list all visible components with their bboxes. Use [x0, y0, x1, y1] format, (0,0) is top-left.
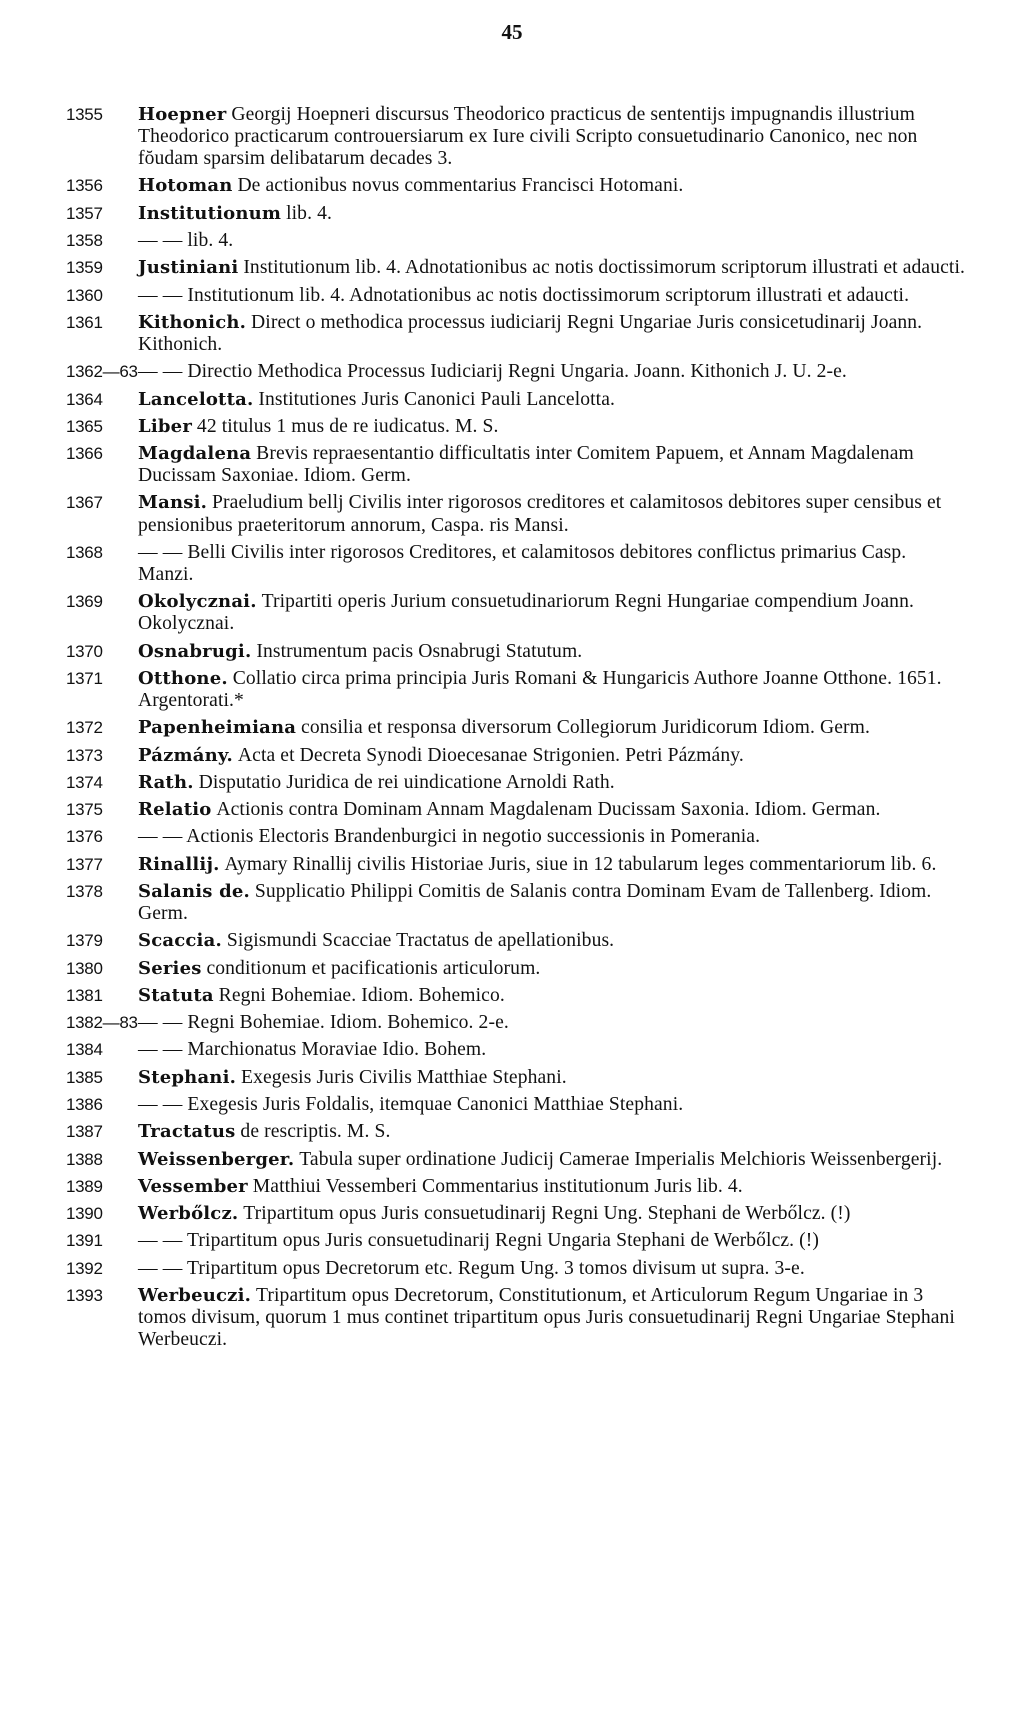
entry-text: Sigismundi Scacciae Tractatus de apellationibus.: [226, 930, 615, 952]
catalogue-entry: [66, 854, 966, 876]
page-number: 45: [501, 20, 523, 44]
catalogue-entry: [66, 1067, 966, 1089]
entry-text: — — Belli Civilis inter rigorosos Creditores, et calamitosos debitores conflictus primarius Casp. Manzi.: [138, 541, 907, 585]
catalogue-entry: [66, 1039, 966, 1061]
entry-text: — — Regni Bohemiae. Idiom. Bohemico. 2-e.: [138, 1012, 509, 1034]
catalogue-entry: [66, 104, 966, 170]
entry-number: 1391: [66, 1231, 103, 1251]
entry-heading: Scaccia.: [138, 930, 222, 952]
entry-number: 1366: [66, 444, 103, 464]
catalogue-entry: [66, 1094, 966, 1116]
entry-number: 1380: [66, 958, 103, 978]
entry-number: 1371: [66, 668, 103, 688]
catalogue-entry: [66, 542, 966, 586]
catalogue-entry: [66, 958, 966, 980]
catalogue-entry: [66, 717, 966, 739]
entry-heading: Rath.: [138, 771, 194, 793]
entry-text: Praeludium bellj Civilis inter rigorosos creditores et calamitosos debitores super censibus et pensionibus praeteritorum annorum, Caspa. ris Mansi.: [138, 492, 942, 536]
entry-number: 1385: [66, 1067, 103, 1087]
entry-number: 1381: [66, 985, 103, 1005]
entry-text: de rescriptis. M. S.: [240, 1121, 391, 1143]
entry-number: 1378: [66, 881, 103, 901]
entry-text: Collatio circa prima principia Juris Romani & Hungaricis Authore Joanne Otthone. 1651. Argentorati.*: [138, 667, 942, 711]
entry-text: Institutiones Juris Canonici Pauli Lancelotta.: [258, 388, 616, 410]
entry-text: — — Institutionum lib. 4. Adnotationibus ac notis doctissimorum scriptorum illustrati et adaucti.: [138, 284, 910, 306]
entry-number: 1361: [66, 312, 103, 332]
entry-text: Actionis contra Dominam Annam Magdalenam Ducissam Saxonia. Idiom. German.: [216, 799, 881, 821]
entry-text: Tripartiti operis Jurium consuetudinariorum Regni Hungariae compendium Joann. Okolycznai.: [138, 591, 914, 635]
entry-number: 1390: [66, 1204, 103, 1224]
entry-number: 1374: [66, 772, 103, 792]
entry-heading: Series: [138, 957, 202, 979]
catalogue-entries: [66, 104, 966, 1356]
entry-number: 1377: [66, 854, 103, 874]
catalogue-entry: [66, 930, 966, 952]
entry-number: 1359: [66, 258, 103, 278]
entry-text: Institutionum lib. 4. Adnotationibus ac notis doctissimorum scriptorum illustrati et adaucti.: [243, 257, 965, 279]
entry-number: 1372: [66, 718, 103, 738]
entry-text: — — Actionis Electoris Brandenburgici in negotio successionis in Pomerania.: [138, 826, 761, 848]
entry-text: Matthiui Vessemberi Commentarius institutionum Juris lib. 4.: [252, 1175, 743, 1197]
entry-number: 1386: [66, 1095, 103, 1114]
entry-heading: Pázmány.: [138, 744, 233, 766]
entry-text: lib. 4.: [286, 202, 332, 224]
catalogue-entry: [66, 312, 966, 356]
entry-number: 1370: [66, 641, 103, 661]
entry-number: 1379: [66, 931, 103, 951]
entry-number: 1367: [66, 493, 103, 513]
entry-number: 1373: [66, 745, 103, 765]
entry-heading: Weissenberger.: [138, 1148, 295, 1170]
entry-heading: Papenheimiana: [138, 717, 297, 739]
catalogue-entry: [66, 985, 966, 1007]
entry-heading: Tractatus: [138, 1121, 236, 1143]
entry-heading: Rinallij.: [138, 853, 220, 875]
catalogue-entry: [66, 1230, 966, 1252]
catalogue-entry: [66, 361, 966, 383]
catalogue-entry: [66, 203, 966, 225]
entry-text: Supplicatio Philippi Comitis de Salanis contra Dominam Evam de Tallenberg. Idiom. Germ.: [138, 880, 932, 925]
entry-text: Tripartitum opus Decretorum, Constitutionum, et Articulorum Regum Ungariae in 3 tomos divisum, quorum 1 mus continet tripartitum opus Juris consuetudinarij Regni Ungariae Stephani Werbeuczi.: [138, 1284, 955, 1351]
catalogue-entry: [66, 1258, 966, 1280]
catalogue-entry: [66, 230, 966, 252]
entry-heading: Werbőlcz.: [138, 1203, 239, 1225]
entry-heading: Magdalena: [138, 443, 252, 465]
entry-heading: Relatio: [138, 799, 212, 821]
entry-number: 1364: [66, 389, 103, 409]
entry-heading: Mansi.: [138, 492, 208, 514]
catalogue-entry: [66, 1285, 966, 1351]
catalogue-entry: [66, 1176, 966, 1198]
catalogue-entry: [66, 745, 966, 767]
entry-text: Tripartitum opus Juris consuetudinarij Regni Ung. Stephani de Werbőlcz. (!): [243, 1203, 851, 1225]
entry-heading: Institutionum: [138, 202, 282, 224]
entry-heading: Statuta: [138, 984, 214, 1006]
catalogue-entry: [66, 826, 966, 848]
entry-heading: Vessember: [138, 1175, 248, 1197]
entry-heading: Okolycznai.: [138, 591, 257, 613]
entry-text: Brevis repraesentantio difficultatis inter Comitem Papuem, et Annam Magdalenam Ducissam Saxoniae. Idiom. Germ.: [138, 443, 914, 487]
catalogue-entry: [66, 799, 966, 821]
entry-text: — — lib. 4.: [138, 230, 234, 252]
catalogue-entry: [66, 416, 966, 438]
entry-heading: Kithonich.: [138, 311, 247, 333]
catalogue-entry: [66, 285, 966, 307]
catalogue-entry: [66, 772, 966, 794]
catalogue-entry: [66, 1149, 966, 1171]
entry-heading: Hotoman: [138, 175, 233, 197]
entry-heading: Hoepner: [138, 104, 227, 125]
entry-number: 1362—63: [66, 362, 138, 382]
entry-number: 1393: [66, 1285, 103, 1305]
entry-heading: Salanis de.: [138, 880, 250, 902]
catalogue-entry: [66, 492, 966, 536]
entry-number: 1358: [66, 231, 103, 251]
entry-heading: Liber: [138, 415, 193, 437]
catalogue-entry: [66, 881, 966, 925]
entry-heading: Osnabrugi.: [138, 640, 252, 662]
entry-text: Direct o methodica processus iudiciarij Regni Ungariae Juris consicetudinarij Joann. Kithonich.: [138, 311, 923, 355]
entry-text: Aymary Rinallij civilis Historiae Juris, siue in 12 tabularum leges commentariorum lib. 6.: [224, 853, 937, 875]
entry-text: consilia et responsa diversorum Collegiorum Juridicorum Idiom. Germ.: [301, 717, 870, 739]
entry-text: conditionum et pacificationis articulorum.: [206, 957, 541, 979]
entry-text: — — Tripartitum opus Juris consuetudinarij Regni Ungaria Stephani de Werbőlcz. (!): [138, 1230, 820, 1252]
entry-text: De actionibus novus commentarius Francisci Hotomani.: [237, 175, 684, 197]
catalogue-entry: [66, 1203, 966, 1225]
entry-heading: Werbeuczi.: [138, 1284, 252, 1306]
catalogue-entry: [66, 443, 966, 487]
entry-heading: Otthone.: [138, 667, 228, 689]
entry-number: 1376: [66, 827, 103, 847]
catalogue-entry: [66, 175, 966, 197]
entry-number: 1389: [66, 1176, 103, 1196]
entry-text: Georgij Hoepneri discursus Theodorico practicus de sententijs impugnandis illustrium Theodorico practicarum controuersiarum ex Iure civili Scripto consuetudinario Canonico, nec non fŏudam sparsim delibatarum decades 3.: [138, 104, 918, 170]
entry-number: 1360: [66, 285, 103, 305]
entry-text: — — Marchionatus Moraviae Idio. Bohem.: [138, 1039, 487, 1061]
entry-text: Instrumentum pacis Osnabrugi Statutum.: [256, 640, 583, 662]
entry-heading: Justiniani: [138, 257, 239, 279]
catalogue-entry: [66, 389, 966, 411]
entry-number: 1356: [66, 176, 103, 196]
catalogue-entry: [66, 1121, 966, 1143]
catalogue-entry: [66, 668, 966, 712]
entry-number: 1387: [66, 1122, 103, 1142]
entry-number: 1365: [66, 416, 103, 436]
entry-heading: Lancelotta.: [138, 388, 254, 410]
entry-text: Acta et Decreta Synodi Dioecesanae Strigonien. Petri Pázmány.: [237, 744, 744, 766]
catalogue-entry: [66, 1012, 966, 1034]
entry-text: Regni Bohemiae. Idiom. Bohemico.: [218, 984, 505, 1006]
catalogue-entry: [66, 591, 966, 635]
entry-number: 1357: [66, 203, 103, 223]
entry-number: 1375: [66, 800, 103, 820]
entry-number: 1392: [66, 1258, 103, 1278]
entry-text: — — Tripartitum opus Decretorum etc. Regum Ung. 3 tomos divisum ut supra. 3-e.: [138, 1257, 805, 1279]
entry-text: 42 titulus 1 mus de re iudicatus. M. S.: [196, 415, 499, 437]
entry-heading: Stephani.: [138, 1066, 237, 1088]
entry-number: 1382—83: [66, 1013, 138, 1033]
entry-text: Disputatio Juridica de rei uindicatione Arnoldi Rath.: [198, 771, 615, 793]
entry-text: Exegesis Juris Civilis Matthiae Stephani.: [241, 1066, 567, 1088]
entry-number: 1384: [66, 1040, 103, 1060]
entry-number: 1368: [66, 542, 103, 562]
entry-text: — — Exegesis Juris Foldalis, itemquae Canonici Matthiae Stephani.: [138, 1094, 684, 1115]
entry-number: 1388: [66, 1149, 103, 1169]
catalogue-entry: [66, 257, 966, 279]
entry-text: Tabula super ordinatione Judicij Camerae Imperialis Melchioris Weissenbergerij.: [299, 1148, 943, 1170]
entry-text: — — Directio Methodica Processus Iudiciarij Regni Ungaria. Joann. Kithonich J. U. 2-e.: [138, 361, 847, 383]
catalogue-entry: [66, 641, 966, 663]
entry-number: 1369: [66, 592, 103, 612]
entry-number: 1355: [66, 105, 103, 124]
